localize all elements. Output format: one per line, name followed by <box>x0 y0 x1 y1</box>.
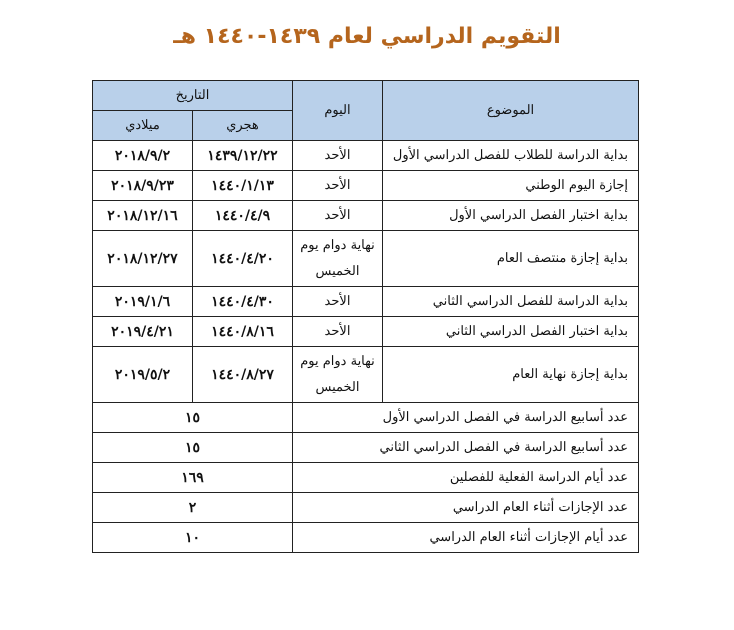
row-hijri: ١٤٤٠/٤/٢٠ <box>193 231 293 287</box>
table-row <box>93 201 639 231</box>
row-day: الأحد <box>293 171 383 201</box>
page-title: التقويم الدراسي لعام ١٤٣٩-١٤٤٠ هـ <box>173 24 561 49</box>
header-hijri: هجري <box>193 111 293 141</box>
summary-row <box>93 463 639 493</box>
table-row <box>93 287 639 317</box>
row-gregorian: ٢٠١٨/٩/٢٣ <box>93 171 193 201</box>
summary-value: ١٠ <box>93 523 293 553</box>
row-subject: بداية إجازة نهاية العام <box>383 347 639 403</box>
row-hijri: ١٤٤٠/٨/١٦ <box>193 317 293 347</box>
row-gregorian: ٢٠١٨/١٢/١٦ <box>93 201 193 231</box>
row-subject: بداية الدراسة للطلاب للفصل الدراسي الأول <box>383 141 639 171</box>
summary-row <box>93 403 639 433</box>
row-subject: بداية اختبار الفصل الدراسي الأول <box>383 201 639 231</box>
row-subject: بداية اختبار الفصل الدراسي الثاني <box>383 317 639 347</box>
row-gregorian: ٢٠١٨/٩/٢ <box>93 141 193 171</box>
summary-label: عدد الإجازات أثناء العام الدراسي <box>293 493 639 523</box>
summary-value: ١٦٩ <box>93 463 293 493</box>
header-day: اليوم <box>293 81 383 141</box>
row-hijri: ١٤٤٠/١/١٣ <box>193 171 293 201</box>
row-day: نهاية دوام يوم الخميس <box>293 231 383 287</box>
summary-value: ٢ <box>93 493 293 523</box>
row-day: الأحد <box>293 201 383 231</box>
summary-row <box>93 493 639 523</box>
summary-label: عدد أيام الدراسة الفعلية للفصلين <box>293 463 639 493</box>
summary-label: عدد أيام الإجازات أثناء العام الدراسي <box>293 523 639 553</box>
row-hijri: ١٤٤٠/٤/٩ <box>193 201 293 231</box>
calendar-table <box>92 80 639 553</box>
summary-label: عدد أسابيع الدراسة في الفصل الدراسي الأول <box>293 403 639 433</box>
row-gregorian: ٢٠١٩/١/٦ <box>93 287 193 317</box>
row-gregorian: ٢٠١٩/٥/٢ <box>93 347 193 403</box>
row-subject: إجازة اليوم الوطني <box>383 171 639 201</box>
summary-row <box>93 433 639 463</box>
table-row <box>93 171 639 201</box>
summary-value: ١٥ <box>93 433 293 463</box>
row-day: الأحد <box>293 287 383 317</box>
table-row <box>93 141 639 171</box>
row-hijri: ١٤٤٠/٤/٣٠ <box>193 287 293 317</box>
row-hijri: ١٤٣٩/١٢/٢٢ <box>193 141 293 171</box>
summary-value: ١٥ <box>93 403 293 433</box>
row-gregorian: ٢٠١٩/٤/٢١ <box>93 317 193 347</box>
row-subject: بداية الدراسة للفصل الدراسي الثاني <box>383 287 639 317</box>
summary-row <box>93 523 639 553</box>
row-hijri: ١٤٤٠/٨/٢٧ <box>193 347 293 403</box>
row-gregorian: ٢٠١٨/١٢/٢٧ <box>93 231 193 287</box>
row-day: الأحد <box>293 317 383 347</box>
header-date: التاريخ <box>93 81 293 111</box>
summary-label: عدد أسابيع الدراسة في الفصل الدراسي الثاني <box>293 433 639 463</box>
row-day: نهاية دوام يوم الخميس <box>293 347 383 403</box>
table-row <box>93 231 639 287</box>
header-subject: الموضوع <box>383 81 639 141</box>
row-day: الأحد <box>293 141 383 171</box>
row-subject: بداية إجازة منتصف العام <box>383 231 639 287</box>
table-row <box>93 317 639 347</box>
header-gregorian: ميلادي <box>93 111 193 141</box>
table-row <box>93 347 639 403</box>
